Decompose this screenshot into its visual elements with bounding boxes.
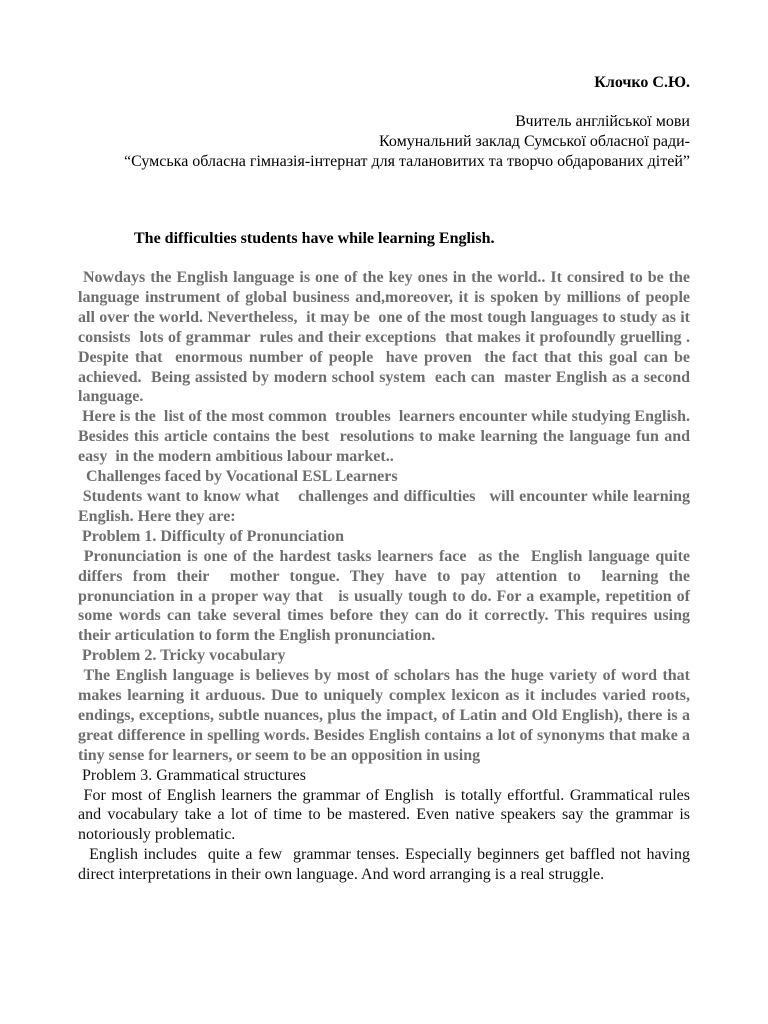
paragraph-intro: Nowdays the English language is one of the key ones in the world.. It consired to be the language instrument of global business and,moreover, it is spoken by millions of people all over the world. Nevertheless, it may be one of the most tough languages to study as it consists lots of grammar rules and their exceptions that makes it profoundly gruelling . Despite that enormous number of people have proven the fact that this goal can be achieved. Being assisted by modern school system each can master English as a second language.	[78, 269, 694, 406]
affiliation-line: Комунальний заклад Сумської обласної ради-	[379, 133, 690, 150]
document-title: The difficulties students have while learning English.	[134, 230, 495, 247]
affiliation-line: Вчитель англійської мови	[515, 113, 690, 130]
paragraph-vocabulary: The English language is believes by most of scholars has the huge variety of word that makes learning it arduous. Due to uniquely complex lexicon as it includes varied roots, endings, exceptions, subtle nuances, plus the impact, of Latin and Old English), there is a great difference in spelling words. Besides English contains a lot of synonyms that make a tiny sense for learners, or seem to be an opposition in using	[78, 667, 695, 764]
section-heading-challenges: Challenges faced by Vocational ESL Learners	[78, 468, 398, 486]
section-heading-problem-2: Problem 2. Tricky vocabulary	[78, 647, 286, 665]
author-name: Клочко С.Ю.	[594, 74, 690, 91]
paragraph-overview: Here is the list of the most common troubles learners encounter while studying English. Besides this article contains the best resolutions to make learning the language fun and easy in the modern ambitious labour market..	[78, 408, 695, 466]
section-heading-problem-1: Problem 1. Difficulty of Pronunciation	[78, 527, 345, 545]
affiliation-block	[78, 112, 690, 172]
paragraph-tenses: English includes quite a few grammar tenses. Especially beginners get baffled not having direct interpretations in their own language. And word arranging is a real struggle.	[78, 846, 694, 884]
section-heading-problem-3: Problem 3. Grammatical structures	[78, 766, 306, 784]
document-body	[78, 268, 699, 885]
paragraph-pronunciation: Pronunciation is one of the hardest tasks learners face as the English language quite differs from their mother tongue. They have to pay attention to learning the pronunciation in a proper way that is usually tough to do. For a example, repetition of some words can take several times before they can do it correctly. This requires using their articulation to form the English pronunciation.	[78, 547, 699, 645]
affiliation-line: “Сумська обласна гімназія-інтернат для талановитих та творчо обдарованих дітей”	[123, 153, 690, 170]
paragraph-challenges: Students want to know what challenges and difficulties will encounter while learning English. Here they are:	[78, 487, 695, 525]
paragraph-grammar: For most of English learners the grammar of English is totally effortful. Grammatical rules and vocabulary take a lot of time to be mastered. Even native speakers say the grammar is notoriously problematic.	[78, 786, 694, 844]
